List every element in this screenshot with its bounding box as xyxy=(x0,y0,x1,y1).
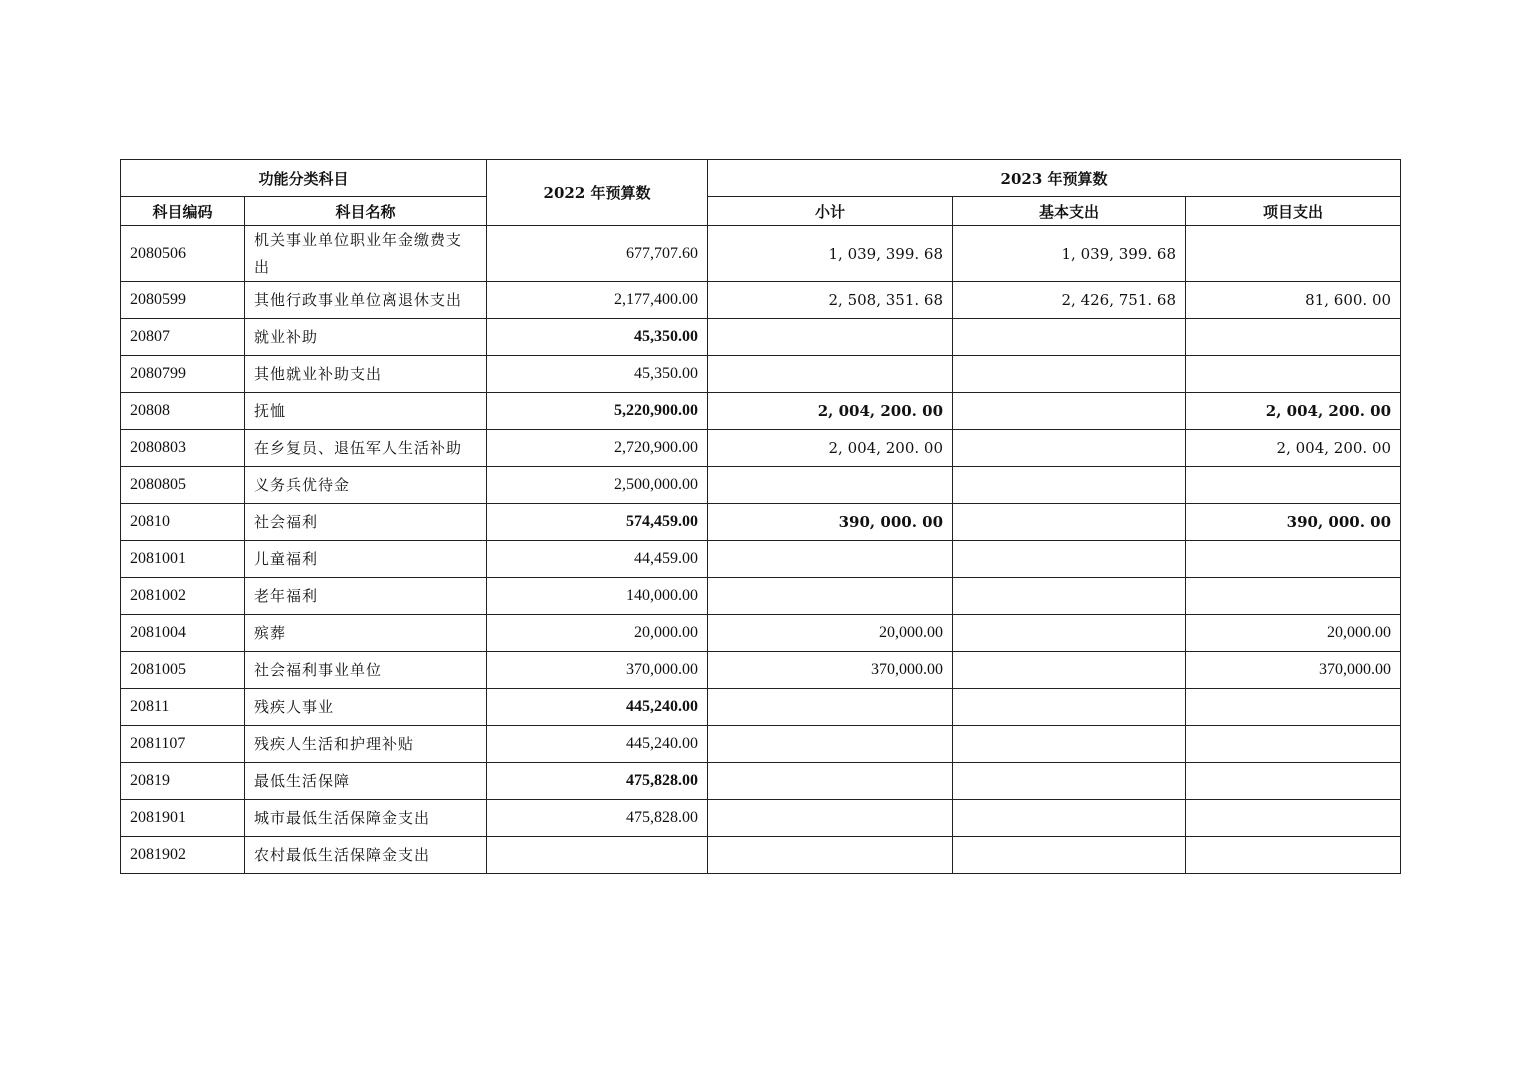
subject-name: 机关事业单位职业年金缴费支出 xyxy=(245,226,487,282)
basic-expenditure-value xyxy=(953,319,1186,356)
basic-expenditure-value xyxy=(953,356,1186,393)
table-row xyxy=(121,652,1401,689)
table-row xyxy=(121,726,1401,763)
budget-2022-value xyxy=(487,837,708,874)
subtotal-value: 2, 004, 200. 00 xyxy=(708,393,953,430)
project-expenditure-value xyxy=(1186,689,1401,726)
basic-expenditure-value xyxy=(953,689,1186,726)
budget-2022-value: 677,707.60 xyxy=(487,226,708,282)
subtotal-value xyxy=(708,541,953,578)
subject-name: 残疾人事业 xyxy=(245,689,487,726)
subject-code: 2080506 xyxy=(121,226,245,282)
budget-2022-value: 45,350.00 xyxy=(487,319,708,356)
header-basic-expenditure: 基本支出 xyxy=(953,197,1186,226)
subtotal-value xyxy=(708,467,953,504)
project-expenditure-value xyxy=(1186,467,1401,504)
subtotal-value xyxy=(708,763,953,800)
subtotal-value xyxy=(708,726,953,763)
subject-code: 2080799 xyxy=(121,356,245,393)
basic-expenditure-value xyxy=(953,726,1186,763)
subtotal-value xyxy=(708,319,953,356)
budget-2022-value: 20,000.00 xyxy=(487,615,708,652)
project-expenditure-value: 2, 004, 200. 00 xyxy=(1186,393,1401,430)
subtotal-value: 20,000.00 xyxy=(708,615,953,652)
subject-code: 20808 xyxy=(121,393,245,430)
subject-code: 2081001 xyxy=(121,541,245,578)
project-expenditure-value xyxy=(1186,356,1401,393)
basic-expenditure-value xyxy=(953,652,1186,689)
table-row xyxy=(121,800,1401,837)
table-row xyxy=(121,393,1401,430)
header-budget-2022: 2022 年预算数 xyxy=(487,160,708,226)
basic-expenditure-value xyxy=(953,578,1186,615)
subtotal-value xyxy=(708,800,953,837)
table-row xyxy=(121,356,1401,393)
subtotal-value: 2, 508, 351. 68 xyxy=(708,282,953,319)
budget-2022-value: 445,240.00 xyxy=(487,726,708,763)
project-expenditure-value: 390, 000. 00 xyxy=(1186,504,1401,541)
table-row xyxy=(121,430,1401,467)
table-row xyxy=(121,578,1401,615)
project-expenditure-value: 2, 004, 200. 00 xyxy=(1186,430,1401,467)
header-budget-2023: 2023 年预算数 xyxy=(708,160,1401,197)
subtotal-value: 370,000.00 xyxy=(708,652,953,689)
budget-2022-value: 574,459.00 xyxy=(487,504,708,541)
subject-name: 殡葬 xyxy=(245,615,487,652)
subject-code: 20807 xyxy=(121,319,245,356)
project-expenditure-value xyxy=(1186,763,1401,800)
budget-2022-value: 2,720,900.00 xyxy=(487,430,708,467)
subject-code: 2081004 xyxy=(121,615,245,652)
basic-expenditure-value xyxy=(953,541,1186,578)
project-expenditure-value xyxy=(1186,726,1401,763)
subject-code: 20810 xyxy=(121,504,245,541)
subject-code: 2080803 xyxy=(121,430,245,467)
budget-2022-value: 2,500,000.00 xyxy=(487,467,708,504)
table-row xyxy=(121,837,1401,874)
basic-expenditure-value xyxy=(953,615,1186,652)
subject-name: 老年福利 xyxy=(245,578,487,615)
header-row-bottom xyxy=(121,197,1401,226)
subtotal-value xyxy=(708,356,953,393)
subject-name: 就业补助 xyxy=(245,319,487,356)
subject-code: 20819 xyxy=(121,763,245,800)
subject-name: 其他行政事业单位离退休支出 xyxy=(245,282,487,319)
basic-expenditure-value: 2, 426, 751. 68 xyxy=(953,282,1186,319)
subject-code: 20811 xyxy=(121,689,245,726)
subject-name: 儿童福利 xyxy=(245,541,487,578)
subtotal-value xyxy=(708,689,953,726)
project-expenditure-value: 370,000.00 xyxy=(1186,652,1401,689)
subtotal-value xyxy=(708,578,953,615)
project-expenditure-value xyxy=(1186,226,1401,282)
subject-name: 社会福利事业单位 xyxy=(245,652,487,689)
subject-name: 最低生活保障 xyxy=(245,763,487,800)
basic-expenditure-value xyxy=(953,393,1186,430)
subtotal-value: 2, 004, 200. 00 xyxy=(708,430,953,467)
table-row xyxy=(121,689,1401,726)
basic-expenditure-value xyxy=(953,430,1186,467)
subject-code: 2081005 xyxy=(121,652,245,689)
basic-expenditure-value xyxy=(953,504,1186,541)
basic-expenditure-value xyxy=(953,467,1186,504)
subject-code: 2080805 xyxy=(121,467,245,504)
subject-code: 2081107 xyxy=(121,726,245,763)
budget-2022-value: 44,459.00 xyxy=(487,541,708,578)
table-row xyxy=(121,504,1401,541)
budget-2022-value: 45,350.00 xyxy=(487,356,708,393)
budget-2022-value: 445,240.00 xyxy=(487,689,708,726)
subject-name: 其他就业补助支出 xyxy=(245,356,487,393)
subject-name: 城市最低生活保障金支出 xyxy=(245,800,487,837)
header-project-expenditure: 项目支出 xyxy=(1186,197,1401,226)
basic-expenditure-value: 1, 039, 399. 68 xyxy=(953,226,1186,282)
project-expenditure-value xyxy=(1186,319,1401,356)
subject-name: 社会福利 xyxy=(245,504,487,541)
table-row xyxy=(121,226,1401,282)
budget-2022-value: 475,828.00 xyxy=(487,800,708,837)
project-expenditure-value xyxy=(1186,578,1401,615)
table-row xyxy=(121,763,1401,800)
subtotal-value: 390, 000. 00 xyxy=(708,504,953,541)
subject-name: 义务兵优待金 xyxy=(245,467,487,504)
header-functional-category: 功能分类科目 xyxy=(121,160,487,197)
table-row xyxy=(121,541,1401,578)
subject-name: 残疾人生活和护理补贴 xyxy=(245,726,487,763)
table-row xyxy=(121,319,1401,356)
project-expenditure-value xyxy=(1186,837,1401,874)
table-row xyxy=(121,615,1401,652)
table-row xyxy=(121,282,1401,319)
header-subject-code: 科目编码 xyxy=(121,197,245,226)
subtotal-value: 1, 039, 399. 68 xyxy=(708,226,953,282)
project-expenditure-value xyxy=(1186,541,1401,578)
project-expenditure-value: 20,000.00 xyxy=(1186,615,1401,652)
budget-2022-value: 2,177,400.00 xyxy=(487,282,708,319)
budget-2022-value: 5,220,900.00 xyxy=(487,393,708,430)
subject-code: 2081901 xyxy=(121,800,245,837)
header-subject-name: 科目名称 xyxy=(245,197,487,226)
budget-2022-value: 370,000.00 xyxy=(487,652,708,689)
basic-expenditure-value xyxy=(953,763,1186,800)
budget-2022-value: 140,000.00 xyxy=(487,578,708,615)
subject-name: 在乡复员、退伍军人生活补助 xyxy=(245,430,487,467)
header-row-top xyxy=(121,160,1401,197)
project-expenditure-value: 81, 600. 00 xyxy=(1186,282,1401,319)
project-expenditure-value xyxy=(1186,800,1401,837)
subtotal-value xyxy=(708,837,953,874)
subject-name: 农村最低生活保障金支出 xyxy=(245,837,487,874)
budget-table xyxy=(120,159,1401,874)
header-subtotal: 小计 xyxy=(708,197,953,226)
subject-name: 抚恤 xyxy=(245,393,487,430)
subject-code: 2081902 xyxy=(121,837,245,874)
budget-2022-value: 475,828.00 xyxy=(487,763,708,800)
basic-expenditure-value xyxy=(953,800,1186,837)
table-row xyxy=(121,467,1401,504)
subject-code: 2080599 xyxy=(121,282,245,319)
basic-expenditure-value xyxy=(953,837,1186,874)
subject-code: 2081002 xyxy=(121,578,245,615)
